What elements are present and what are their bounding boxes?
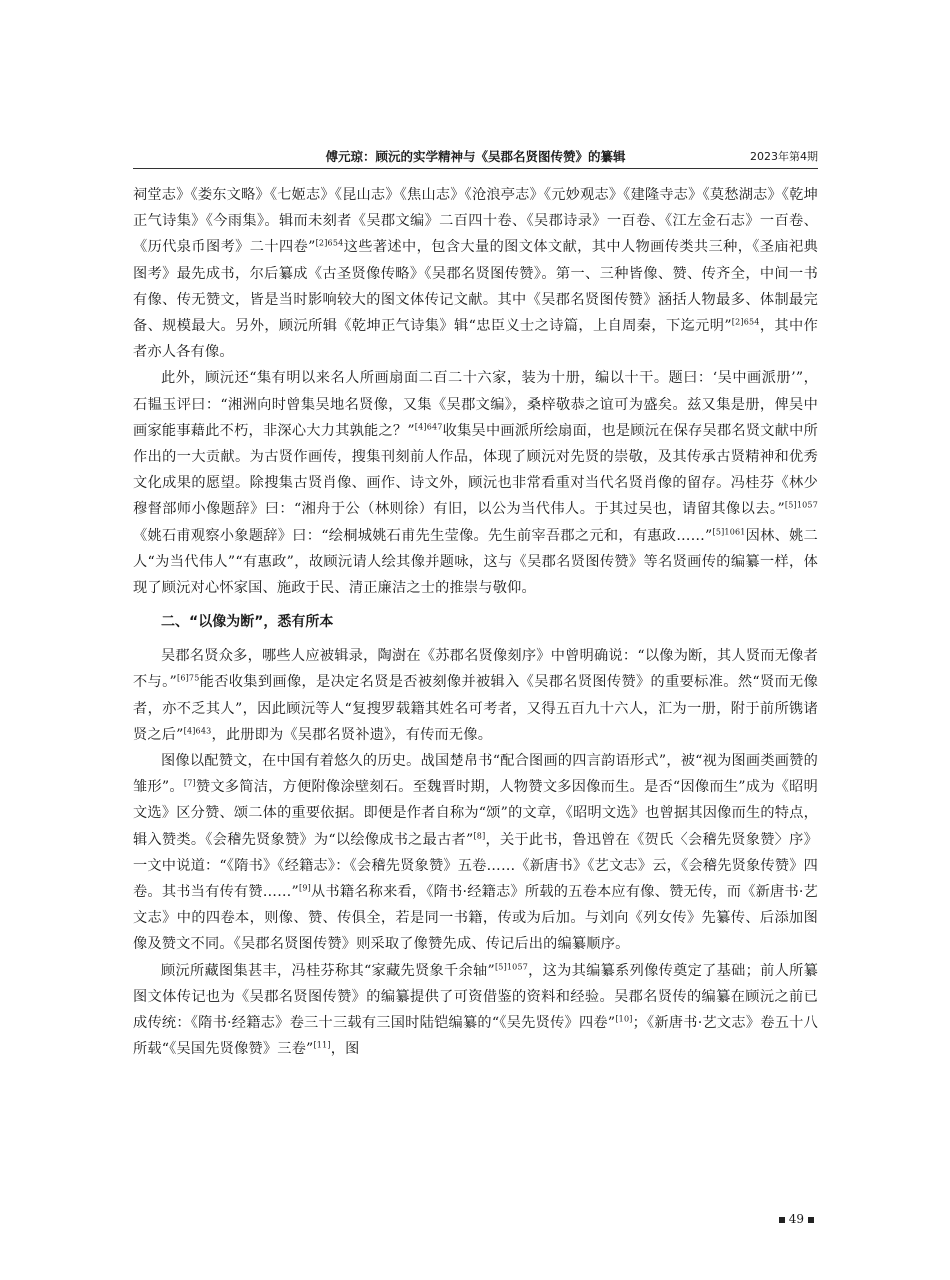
paragraph-3: 吴郡名贤众多，哪些人应被辑录，陶澍在《苏郡名贤像刻序》中曾明确说：“以像为断，其人贤而无像者不与。”$^{[6]75}$能否收集到画像，是决定名贤是否被刻像并被辑入《吴郡名贤图传赞》的重要标准。然“贤而无像者，亦不乏其人”，因此顾沅等人“复搜罗载籍其姓名可考者，又得五百九十六人，汇为一册，附于前所镌诸贤之后”$^{[4]643}$，此册即为《吴郡名贤补遗》，有传而无像。 — [133, 648, 818, 743]
citation: [2]654 — [315, 238, 344, 248]
paragraph-4: 图像以配赞文，在中国有着悠久的历史。战国楚帛书“配合图画的四言韵语形式”，被“视为图画类画赞的雏形”。[7]赞文多简洁，方便附像涂壁刻石。至魏晋时期，人物赞文多因像而生。是否“因像而生”成为《昭明文选》区分赞、颂二体的重要依据。即便是作者自称为“颂”的文章，《昭明文选》也曾据其因像而生的特点，辑入赞类。《会稽先贤象赞》为“以绘像成书之最古者”[8]，关于此书，鲁迅曾在《贺氏〈会稽先贤象赞〉序》一文中说道：“《隋书》《经籍志》：《会稽先贤象赞》五卷……《新唐书》《艺文志》云，《会稽先贤象传赞》四卷。其书当有传有赞……”[9]从书籍名称来看，《隋书·经籍志》所载的五卷本应有像、赞无传，而《新唐书·艺文志》中的四卷本，则像、赞、传俱全，若是同一书籍，传或为后加。与刘向《列女传》先纂传、后添加图像及赞文不同。《吴郡名贤图传赞》则采取了像赞先成、传记后出的编纂顺序。 — [133, 753, 819, 953]
citation: [2]654 — [731, 317, 760, 327]
square-bullet-icon — [808, 1217, 814, 1223]
square-bullet-icon — [779, 1217, 785, 1223]
citation: [11] — [313, 1040, 331, 1050]
running-header — [133, 148, 818, 170]
paragraph-1: 祠堂志》《娄东文略》《七姬志》《昆山志》《焦山志》《沧浪亭志》《元妙观志》《建隆寺志》《莫愁湖志》《乾坤正气诗集》《今雨集》。辑而未刻者《吴郡文编》二百四十卷、《吴郡诗录》一百卷、《江左金石志》一百卷、《历代泉币图考》二十四卷”$^{[2]654}$这些著述中，包含大量的图文体文献，其中人物画传类共三种，《圣庙祀典图考》最先成书，尔后纂成《古圣贤像传略》《吴郡名贤图传赞》。第一、三种皆像、赞、传齐全，中间一书有像、传无赞文，皆是当时影响较大的图文体传记文献。其中《吴郡名贤图传赞》涵括人物最多、体制最完备、规模最大。另外，顾沅所辑《乾坤正气诗集》辑“忠臣义士之诗篇，上自周秦，下迄元明”$^{[2]654}$，其中作者亦人各有像。 — [133, 187, 818, 361]
paragraph-5: 顾沅所藏图集甚丰，冯桂芬称其“家藏先贤象千余轴”$^{[5]1057}$，这为其编纂系列像传奠定了基础；前人所纂图文体传记也为《吴郡名贤图传赞》的编纂提供了可资借鉴的资料和经验。吴郡名贤传的编纂在顾沅之前已成传统：《隋书·经籍志》卷三十三载有三国时陆铠编纂的“《吴先贤传》四卷”[10]；《新唐书·艺文志》卷五十八所载“《吴国先贤像赞》三卷”[11]，图 — [133, 961, 818, 1058]
article-body — [133, 182, 818, 1063]
citation: [7] — [183, 778, 196, 788]
section-heading: 二、“以像为断”，悉有所本 — [161, 614, 334, 631]
paragraph-2: 此外，顾沅还“集有明以来名人所画扇面二百二十六家，装为十册，编以十干。题曰：‘吴中画派册’”，石韫玉评曰：“湘洲向时曾集吴地名贤像，又集《吴郡文编》，桑梓敬恭之谊可为盛矣。兹又集是册，俾吴中画家能事藉此不朽，非深心大力其孰能之？”$^{[4]647}$收集吴中画派所绘扇面，也是顾沅在保存吴郡名贤文献中所作出的一大贡献。为古贤作画传，搜集刊刻前人作品，体现了顾沅对先贤的崇敬，及其传承古贤精神和优秀文化成果的愿望。除搜集古贤肖像、画作、诗文外，顾沅也非常看重对当代名贤肖像的留存。冯桂芬《林少穆督部师小像题辞》曰：“湘舟于公（林则徐）有旧，以公为当代伟人。于其过吴也，请留其像以去。”$^{[5]1057}$《姚石甫观察小象题辞》曰：“绘桐城姚石甫先生莹像。先生前宰吾郡之元和，有惠政……”$^{[5]1061}$因林、姚二人“为当代伟人”“有惠政”，故顾沅请人绘其像并题咏，这与《吴郡名贤图传赞》等名贤画传的编纂一样，体现了顾沅对心怀家国、施政于民、清正廉洁之士的推崇与敬仰。 — [133, 370, 818, 597]
article-title: 傅元琼：顾沅的实学精神与《吴郡名贤图传赞》的纂辑 — [325, 149, 626, 164]
header-rule — [133, 168, 818, 169]
citation: [5]1057 — [494, 961, 529, 971]
citation: [8] — [473, 830, 486, 840]
page-number: 49 — [788, 1212, 804, 1226]
citation: [5]1061 — [712, 526, 746, 536]
issue-label: 2023年第4期 — [750, 150, 818, 163]
citation: [10] — [615, 1014, 633, 1024]
citation: [5]1057 — [784, 500, 818, 510]
citation: [9] — [299, 883, 311, 893]
citation: [6]75 — [177, 673, 200, 683]
page-footer — [775, 1212, 818, 1226]
citation: [4]643 — [183, 726, 212, 736]
citation: [4]647 — [414, 422, 443, 432]
